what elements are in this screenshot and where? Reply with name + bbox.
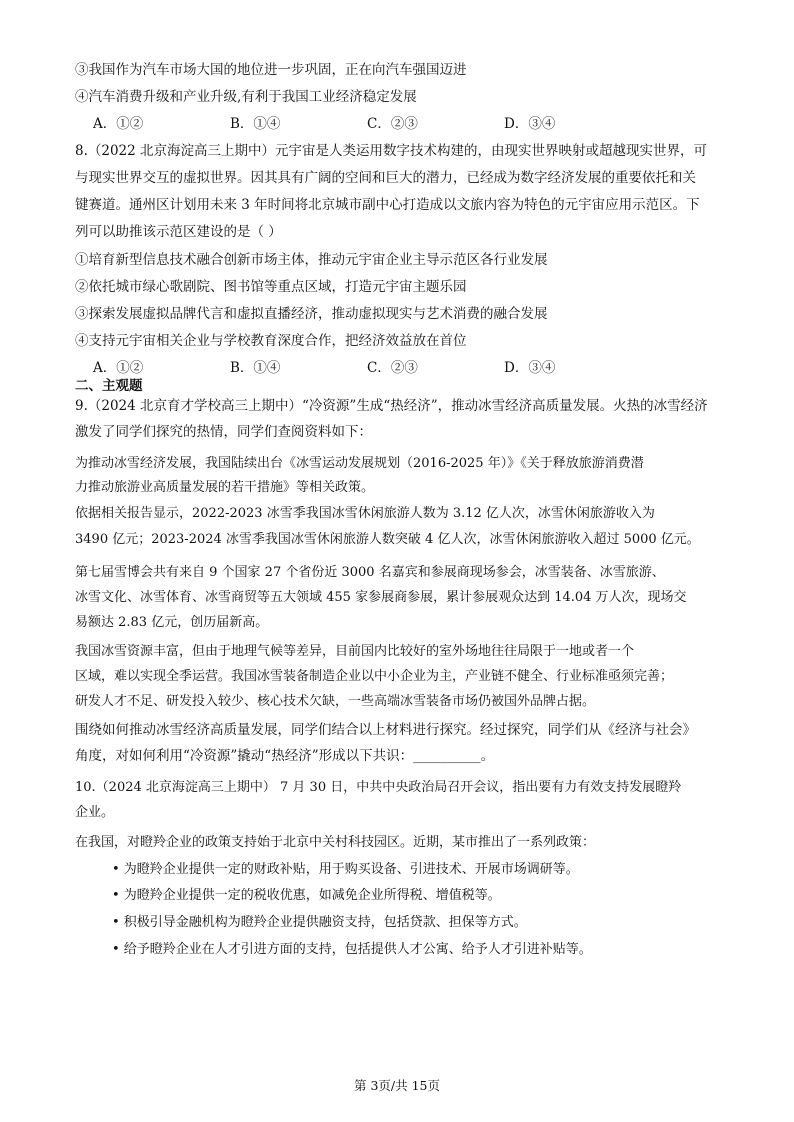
q7-statement-4: ④汽车消费升级和产业升级,有利于我国工业经济稳定发展 (75, 89, 417, 105)
q8-option-c[interactable]: C．②③ (367, 360, 418, 376)
q7-option-d[interactable]: D．③④ (504, 116, 556, 132)
q9-task-line: 围绕如何推动冰雪经济高质量发展，同学们结合以上材料进行探究。经过探究，同学们从《经济与社会》 (75, 722, 696, 738)
q8-option-a[interactable]: A．①② (93, 360, 144, 376)
q9-task-line: 角度，对如何利用“冷资源”撬动“热经济”形成以下共识：__________。 (75, 748, 495, 764)
q9-material-line: 我国冰雪资源丰富，但由于地理气候等差异，目前国内比较好的室外场地往往局限于一地或者一个 (75, 644, 635, 659)
q8-options (93, 358, 555, 378)
q9-intro-line: 激发了同学们探究的热情，同学们查阅资料如下： (75, 424, 372, 440)
q8-stem-line: 键赛道。通州区计划用未来 3 年时间将北京城市副中心打造成以文旅内容为特色的元宇宙应用示范区。下 (75, 197, 700, 213)
q7-option-a[interactable]: A．①② (93, 116, 144, 132)
q8-statement-3: ③探索发展虚拟品牌代言和虚拟直播经济，推动虚拟现实与艺术消费的融合发展 (75, 306, 548, 322)
q8-stem-line: 与现实世界交互的虚拟世界。因其具有广阔的空间和巨大的潜力，已经成为数字经济发展的重要依托和关 (75, 170, 696, 186)
q9-material-line: 研发人才不足、研发投入较少、核心技术欠缺，一些高端冰雪装备市场仍被国外品牌占据。 (75, 694, 596, 709)
q9-material-line: 依据相关报告显示，2022-2023 冰雪季我国冰雪休闲旅游人数为 3.12 亿人次，冰雪休闲旅游收入为 (75, 506, 655, 521)
q10-policy-item: • 为瞪羚企业提供一定的税收优惠，如减免企业所得税、增值税等。 (112, 888, 501, 903)
section-heading: 二、主观题 (75, 378, 143, 394)
q10-policy-item: • 积极引导金融机构为瞪羚企业提供融资支持，包括贷款、担保等方式。 (112, 915, 527, 930)
q9-material-line: 为推动冰雪经济发展，我国陆续出台《冰雪运动发展规划（2016-2025 年）》《关于释放旅游消费潜 (75, 456, 644, 471)
q10-policy-item: • 给予瞪羚企业在人才引进方面的支持，包括提供人才公寓、给予人才引进补贴等。 (112, 942, 592, 957)
q8-stem-line: 列可以助推该示范区建设的是（ ） (75, 224, 282, 240)
q10-intro-line: 企业。 (75, 805, 115, 820)
q9-material-line: 第七届雪博会共有来自 9 个国家 27 个省份近 3000 名嘉宾和参展商现场参会，冰雪装备、冰雪旅游、 (75, 565, 665, 580)
q8-statement-2: ②依托城市绿心歌剧院、图书馆等重点区域，打造元宇宙主题乐园 (75, 279, 467, 295)
q8-statement-1: ①培育新型信息技术融合创新市场主体，推动元宇宙企业主导示范区各行业发展 (75, 252, 548, 268)
q9-material-line: 冰雪文化、冰雪体育、冰雪商贸等五大领域 455 家参展商参展，累计参展观众达到 14.04 万人次，现场交 (75, 590, 687, 605)
q9-intro-line: 9.（2024 北京育才学校高三上期中）“冷资源”生成“热经济”，推动冰雪经济高质量发展。火热的冰雪经济 (75, 398, 708, 414)
q10-material-intro: 在我国，对瞪羚企业的政策支持始于北京中关村科技园区。近期，某市推出了一系列政策： (75, 835, 596, 850)
q8-option-b[interactable]: B．①④ (230, 360, 281, 376)
q8-statement-4: ④支持元宇宙相关企业与学校教育深度合作，把经济效益放在首位 (75, 333, 467, 349)
q8-option-d[interactable]: D．③④ (504, 360, 556, 376)
q9-material-line: 区域，难以实现全季运营。我国冰雪装备制造企业以中小企业为主，产业链不健全、行业标准亟须完善； (75, 669, 674, 684)
q9-material-line: 3490 亿元；2023-2024 冰雪季我国冰雪休闲旅游人数突破 4 亿人次，冰雪休闲旅游收入超过 5000 亿元。 (75, 532, 700, 547)
q9-material-line: 易额达 2.83 亿元，创历届新高。 (75, 615, 269, 630)
q7-option-c[interactable]: C．②③ (367, 116, 418, 132)
q10-policy-item: • 为瞪羚企业提供一定的财政补贴，用于购买设备、引进技术、开展市场调研等。 (112, 862, 579, 877)
q7-statement-3: ③我国作为汽车市场大国的地位进一步巩固，正在向汽车强国迈进 (75, 62, 467, 78)
q9-material-line: 力推动旅游业高质量发展的若干措施》等相关政策。 (75, 480, 375, 495)
q7-options (93, 114, 555, 134)
q10-intro-line: 10.（2024 北京海淀高三上期中） 7 月 30 日，中共中央政治局召开会议，指出要有力有效支持发展瞪羚 (75, 780, 682, 795)
q7-option-b[interactable]: B．①④ (230, 116, 281, 132)
page-number: 第 3页/共 15页 (353, 1078, 441, 1093)
q8-stem-line: 8.（2022 北京海淀高三上期中）元宇宙是人类运用数字技术构建的，由现实世界映射或超越现实世界，可 (75, 143, 708, 159)
